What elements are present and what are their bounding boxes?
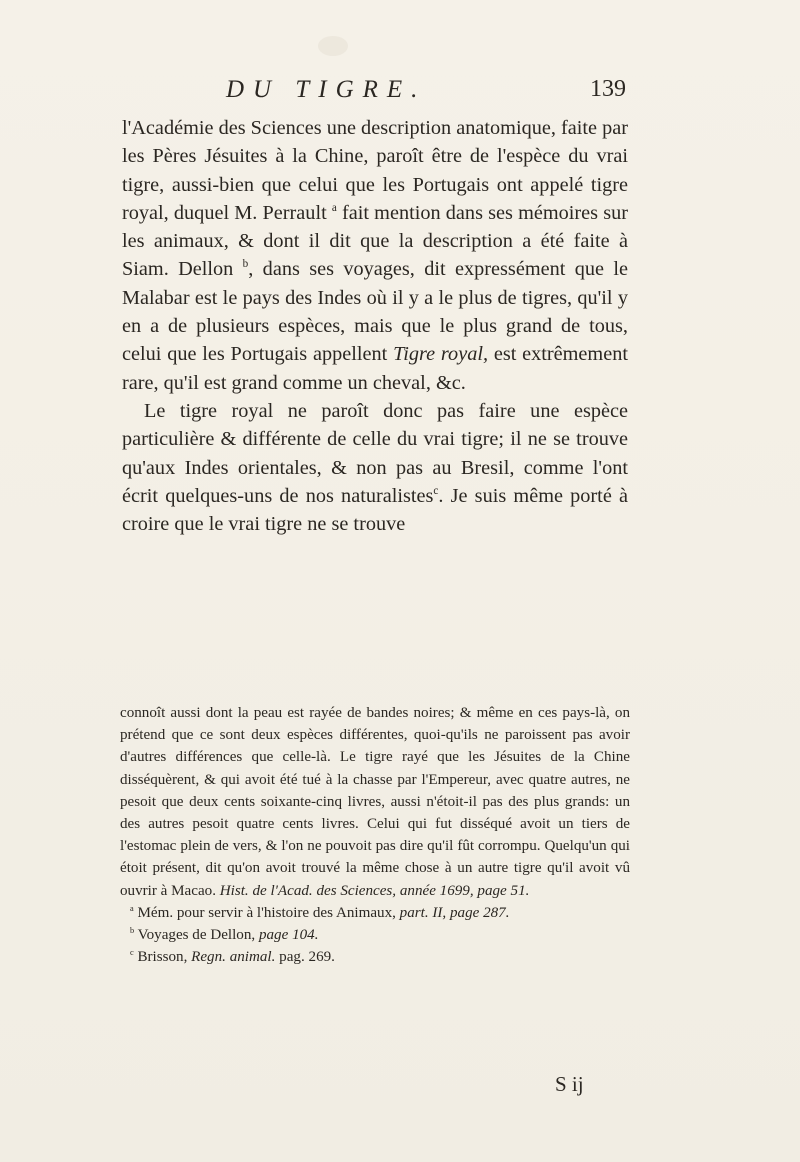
- signature-mark: S ij: [555, 1072, 584, 1096]
- running-head: [226, 76, 626, 106]
- footnote-b: $^b$ Voyages de Dellon, page 104.: [130, 926, 319, 944]
- italic-text: part. II, page 287.: [399, 904, 510, 921]
- footnotes: [120, 702, 630, 968]
- footnote-marker: c: [433, 485, 439, 498]
- page-number: 139: [590, 76, 626, 102]
- footnote-marker: a: [130, 904, 134, 914]
- footnote-marker: b: [130, 926, 135, 936]
- paper-stain: [318, 36, 348, 56]
- footnote-continued: connoît aussi dont la peau est rayée de bandes noires; & même en ces pays-là, on prétend que ce sont deux espèces différentes, quoi-qu'ils ne paroissent pas avoir d'autres différences que celle-là. Le tigre rayé que les Jésuites de la Chine disséquèrent, & qui avoit été tué à la chasse par l'Empereur, avec quatre autres, ne pesoit que deux cents soixante-cinq livres, aussi n'étoit-il pas des plus grands: un des autres pesoit quatre cents livres. Celui qui fut disséqué avoit un tiers de l'estomac plein de vers, & l'on ne pouvoit pas dire qu'il fût corrompu. Quelqu'un qui étoit présent, dit qu'on avoit trouvé la même chose à un autre tigre qu'il avoit vû ouvrir à Macao. Hist. de l'Acad. des Sciences, année 1699, page 51.: [120, 705, 630, 899]
- paragraph-2: Le tigre royal ne paroît donc pas faire une espèce particulière & différente de celle du vrai tigre; il ne se trouve qu'aux Indes orientales, & non pas au Bresil, comme l'ont écrit quelques-uns de nos naturalistes$^c$. Je suis même porté à croire que le vrai tigre ne se trouve: [122, 399, 628, 536]
- footnote-c: $^c$ Brisson, Regn. animal. pag. 269.: [130, 948, 335, 966]
- running-head-title: DU TIGRE.: [226, 76, 427, 103]
- paragraph-1: l'Académie des Sciences une description anatomique, faite par les Pères Jésuites à la Chine, paroît être de l'espèce du vrai tigre, aussi-bien que celui que les Portugais ont appelé tigre royal, duquel M. Perrault $^a$ fait mention dans ses mémoires sur les animaux, & dont il dit que la description a été faite à Siam. Dellon $^b$, dans ses voyages, dit expressément que le Malabar est le pays des Indes où il y a le plus de tigres, qu'il y en a de plusieurs espèces, mais que le plus grand de tous, celui que les Portugais appellent Tigre royal, est extrêmement rare, qu'il est grand comme un cheval, &c.: [122, 117, 628, 394]
- footnote-marker: b: [242, 258, 249, 271]
- italic-text: Hist. de l'Acad. des Sciences, année 1699, page 51.: [219, 882, 530, 899]
- footnote-a: $^a$ Mém. pour servir à l'histoire des Animaux, part. II, page 287.: [130, 904, 510, 921]
- italic-text: page 104.: [258, 927, 319, 944]
- footnote-marker: c: [130, 948, 134, 958]
- italic-text: Tigre royal,: [393, 343, 489, 366]
- footnote-marker: a: [331, 202, 337, 215]
- main-text: [122, 114, 628, 538]
- italic-text: Regn. animal.: [191, 949, 276, 966]
